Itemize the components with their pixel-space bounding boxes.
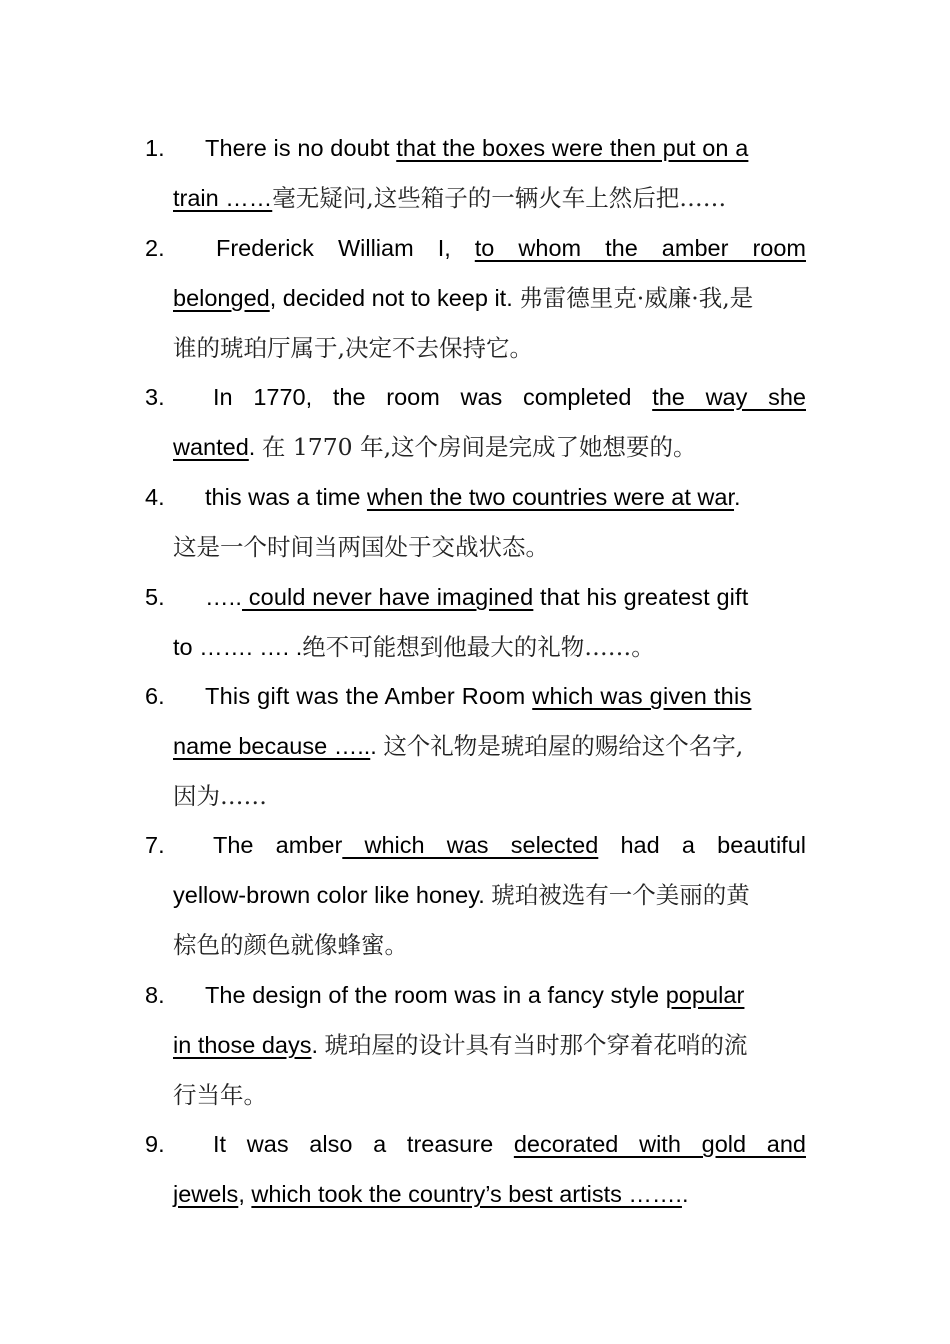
item-line bbox=[145, 672, 806, 722]
item-number: 9. bbox=[145, 1131, 165, 1157]
plain-text: , bbox=[238, 1180, 252, 1207]
item-line bbox=[145, 722, 806, 772]
plain-text: . bbox=[311, 1031, 325, 1058]
chinese-translation: 棕色的颜色就像蜂蜜。 bbox=[173, 930, 408, 959]
list-item bbox=[145, 373, 806, 473]
plain-text: that his greatest gift bbox=[533, 584, 749, 610]
plain-text: yellow-brown color like honey. bbox=[173, 881, 492, 908]
item-line bbox=[145, 871, 806, 921]
list-item bbox=[145, 821, 806, 970]
plain-text: to ……. …. . bbox=[173, 633, 303, 660]
item-line bbox=[145, 772, 806, 822]
item-line bbox=[145, 124, 806, 174]
underlined-phrase: which took the country’s best artists ……. bbox=[251, 1180, 682, 1207]
plain-text: Frederick William I, bbox=[216, 235, 475, 261]
item-line bbox=[145, 1071, 806, 1121]
underlined-phrase: name because ….. bbox=[173, 732, 371, 759]
list-item bbox=[145, 224, 806, 373]
item-number: 2. bbox=[145, 235, 165, 261]
item-number: 7. bbox=[145, 832, 165, 858]
underlined-phrase: decorated with gold and bbox=[513, 1131, 806, 1157]
plain-text: . bbox=[248, 433, 262, 460]
item-number: 3. bbox=[145, 384, 165, 410]
chinese-translation: 绝不可能想到他最大的礼物……。 bbox=[302, 632, 655, 661]
item-number: 5. bbox=[145, 584, 165, 610]
list-item bbox=[145, 672, 806, 821]
list-item bbox=[145, 1120, 806, 1220]
plain-text: this was a time bbox=[205, 484, 367, 510]
item-line bbox=[145, 224, 806, 274]
item-number: 6. bbox=[145, 683, 165, 709]
item-line bbox=[145, 473, 806, 523]
plain-text: This gift was the Amber Room bbox=[205, 683, 533, 709]
underlined-phrase: the way she bbox=[652, 384, 806, 410]
plain-text: The design of the room was in a fancy style bbox=[205, 982, 666, 1008]
item-line bbox=[145, 971, 806, 1021]
underlined-phrase: belonged bbox=[173, 284, 270, 311]
plain-text: ….. bbox=[205, 584, 243, 610]
plain-text: . bbox=[734, 484, 741, 510]
plain-text: There is no doubt bbox=[205, 135, 397, 161]
item-number: 4. bbox=[145, 484, 165, 510]
plain-text: . bbox=[681, 1180, 689, 1207]
chinese-translation: 行当年。 bbox=[173, 1080, 267, 1109]
item-line bbox=[145, 1120, 806, 1170]
list-item bbox=[145, 124, 806, 224]
chinese-translation: 这是一个时间当两国处于交战状态。 bbox=[173, 532, 549, 561]
item-line bbox=[145, 423, 806, 473]
item-line bbox=[145, 821, 806, 871]
chinese-translation: 因为…… bbox=[173, 781, 267, 810]
item-line bbox=[145, 373, 806, 423]
list-item bbox=[145, 573, 806, 673]
plain-text: The amber bbox=[213, 832, 343, 858]
list-item bbox=[145, 971, 806, 1120]
underlined-phrase: train …… bbox=[173, 184, 273, 211]
item-line bbox=[145, 523, 806, 573]
item-line bbox=[145, 174, 806, 224]
underlined-phrase: which was selected bbox=[342, 832, 599, 858]
plain-text: In 1770, the room was completed bbox=[213, 384, 653, 410]
plain-text: , decided not to keep it. bbox=[269, 284, 520, 311]
chinese-translation: 弗雷德里克·威廉·我,是 bbox=[519, 283, 754, 312]
underlined-phrase: could never have imagined bbox=[242, 584, 534, 610]
underlined-phrase: to whom the amber room bbox=[474, 235, 806, 261]
chinese-translation: 毫无疑问,这些箱子的一辆火车上然后把…… bbox=[272, 183, 727, 212]
item-line bbox=[145, 1021, 806, 1071]
chinese-translation: 琥珀被选有一个美丽的黄 bbox=[491, 880, 750, 909]
underlined-phrase: wanted bbox=[173, 433, 249, 460]
underlined-phrase: which was given this bbox=[532, 683, 752, 709]
plain-text: had a beautiful bbox=[620, 832, 806, 858]
underlined-phrase: in those days bbox=[173, 1031, 312, 1058]
chinese-translation: 这个礼物是琥珀屋的赐给这个名字, bbox=[383, 731, 744, 760]
item-line bbox=[145, 1170, 806, 1220]
underlined-phrase: that the boxes were then put on a bbox=[396, 135, 749, 161]
chinese-translation: 谁的琥珀厅属于,决定不去保持它。 bbox=[173, 333, 533, 362]
underlined-phrase: when the two countries were at war bbox=[366, 484, 735, 510]
item-line bbox=[145, 623, 806, 673]
item-line bbox=[145, 324, 806, 374]
item-line bbox=[145, 573, 806, 623]
item-number: 8. bbox=[145, 982, 165, 1008]
item-line bbox=[145, 921, 806, 971]
list-item bbox=[145, 473, 806, 573]
plain-text: . bbox=[370, 732, 384, 759]
underlined-phrase: jewels bbox=[173, 1180, 239, 1207]
chinese-translation: 琥珀屋的设计具有当时那个穿着花哨的流 bbox=[324, 1030, 748, 1059]
plain-text: It was also a treasure bbox=[213, 1131, 514, 1157]
chinese-translation: 在 1770 年,这个房间是完成了她想要的。 bbox=[261, 432, 697, 461]
underlined-phrase: popular bbox=[665, 982, 745, 1008]
item-line bbox=[145, 274, 806, 324]
item-number: 1. bbox=[145, 135, 165, 161]
